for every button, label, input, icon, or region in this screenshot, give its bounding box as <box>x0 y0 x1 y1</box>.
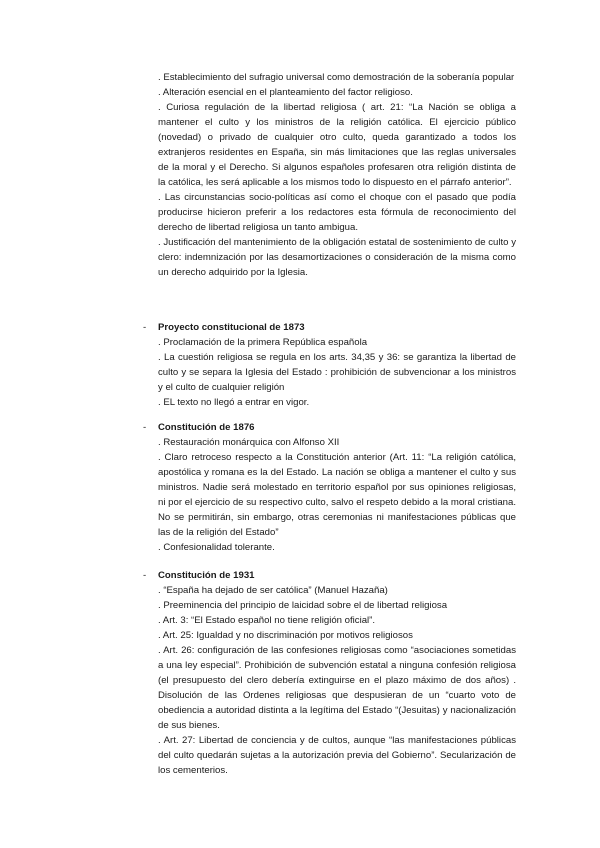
section-body <box>158 335 516 410</box>
section-body <box>158 583 516 778</box>
section-heading <box>143 320 523 335</box>
section-paragraph: . Art. 3: “El Estado español no tiene religión oficial”. <box>158 615 376 626</box>
section-paragraph: . Proclamación de la primera República española <box>158 337 368 348</box>
intro-paragraph-2: . Alteración esencial en el planteamiento del factor religioso. <box>158 87 413 98</box>
section-title: Constitución de 1931 <box>158 570 255 581</box>
section-paragraph: . EL texto no llegó a entrar en vigor. <box>158 397 310 408</box>
section-paragraph: . Claro retroceso respecto a la Constitución anterior (Art. 11: “La religión católica, apostólica y romana es la del Estado. La nación se obliga a mantener el culto y sus ministros. Nadie será molestado en territorio español por sus opiniones religiosas, ni por el ejercicio de su respectivo culto, salvo el respeto debido a la moral cristiana. No se permitirán, sin embargo, otras ceremonias ni manifestaciones públicas que las de la religión del Estado” <box>158 452 516 538</box>
section-paragraph: . Restauración monárquica con Alfonso XII <box>158 437 340 448</box>
bullet-dash: - <box>143 322 147 333</box>
section-heading <box>143 420 523 435</box>
section-paragraph: . Art. 25: Igualdad y no discriminación por motivos religiosos <box>158 630 413 641</box>
intro-paragraph-4: . Las circunstancias socio-políticas así como el choque con el pasado que podía producirse hicieron preferir a los redactores esta fórmula de reconocimiento del derecho de libertad religiosa un tanto ambigua. <box>158 192 516 233</box>
section-1873 <box>143 320 523 410</box>
section-title: Constitución de 1876 <box>158 422 255 433</box>
section-body <box>158 435 516 555</box>
section-1876 <box>143 420 523 555</box>
intro-paragraph-3: . Curiosa regulación de la libertad religiosa ( art. 21: “La Nación se obliga a mantener el culto y los ministros de la religión católica. El ejercicio público (novedad) o privado de cualquier otro culto, queda garantizado a todos los extranjeros residentes en España, sin más limitaciones que las reglas universales de la moral y el Derecho. Si algunos españoles profesaren otra religión distinta de la católica, les será aplicable a los mismos todo lo dispuesto en el párrafo anterior”. <box>158 102 516 188</box>
section-paragraph: . La cuestión religiosa se regula en los arts. 34,35 y 36: se garantiza la libertad de culto y se separa la Iglesia del Estado : prohibición de subvencionar a los ministros y el culto de cualquier religión <box>158 352 516 393</box>
section-paragraph: . Preeminencia del principio de laicidad sobre el de libertad religiosa <box>158 600 448 611</box>
section-paragraph: . “España ha dejado de ser católica” (Manuel Hazaña) <box>158 585 388 596</box>
section-heading <box>143 568 523 583</box>
section-paragraph: . Art. 27: Libertad de conciencia y de cultos, aunque “las manifestaciones públicas del culto quedarán sujetas a la autorización previa del Gobierno”. Secularización de los cementerios. <box>158 735 516 776</box>
intro-block <box>158 70 516 280</box>
section-1931 <box>143 568 523 778</box>
intro-paragraph-5: . Justificación del mantenimiento de la obligación estatal de sostenimiento de culto y clero: indemnización por las desamortizaciones o consideración de la misma como un derecho adquirido por la Iglesia. <box>158 237 516 278</box>
intro-paragraph-1: . Establecimiento del sufragio universal como demostración de la soberanía popular <box>158 72 515 83</box>
bullet-dash: - <box>143 570 147 581</box>
section-title: Proyecto constitucional de 1873 <box>158 322 305 333</box>
section-paragraph: . Art. 26: configuración de las confesiones religiosas como “asociaciones sometidas a una ley especial”. Prohibición de subvención estatal a ninguna confesión religiosa (el presupuesto del clero debería extinguirse en el plazo máximo de dos años) . Disolución de las Ordenes religiosas que despusieran de un “cuarto voto de obediencia a autoridad distinta a la legítima del Estado “(Jesuitas) y nacionalización de sus bienes. <box>158 645 516 731</box>
bullet-dash: - <box>143 422 147 433</box>
section-paragraph: . Confesionalidad tolerante. <box>158 542 275 553</box>
